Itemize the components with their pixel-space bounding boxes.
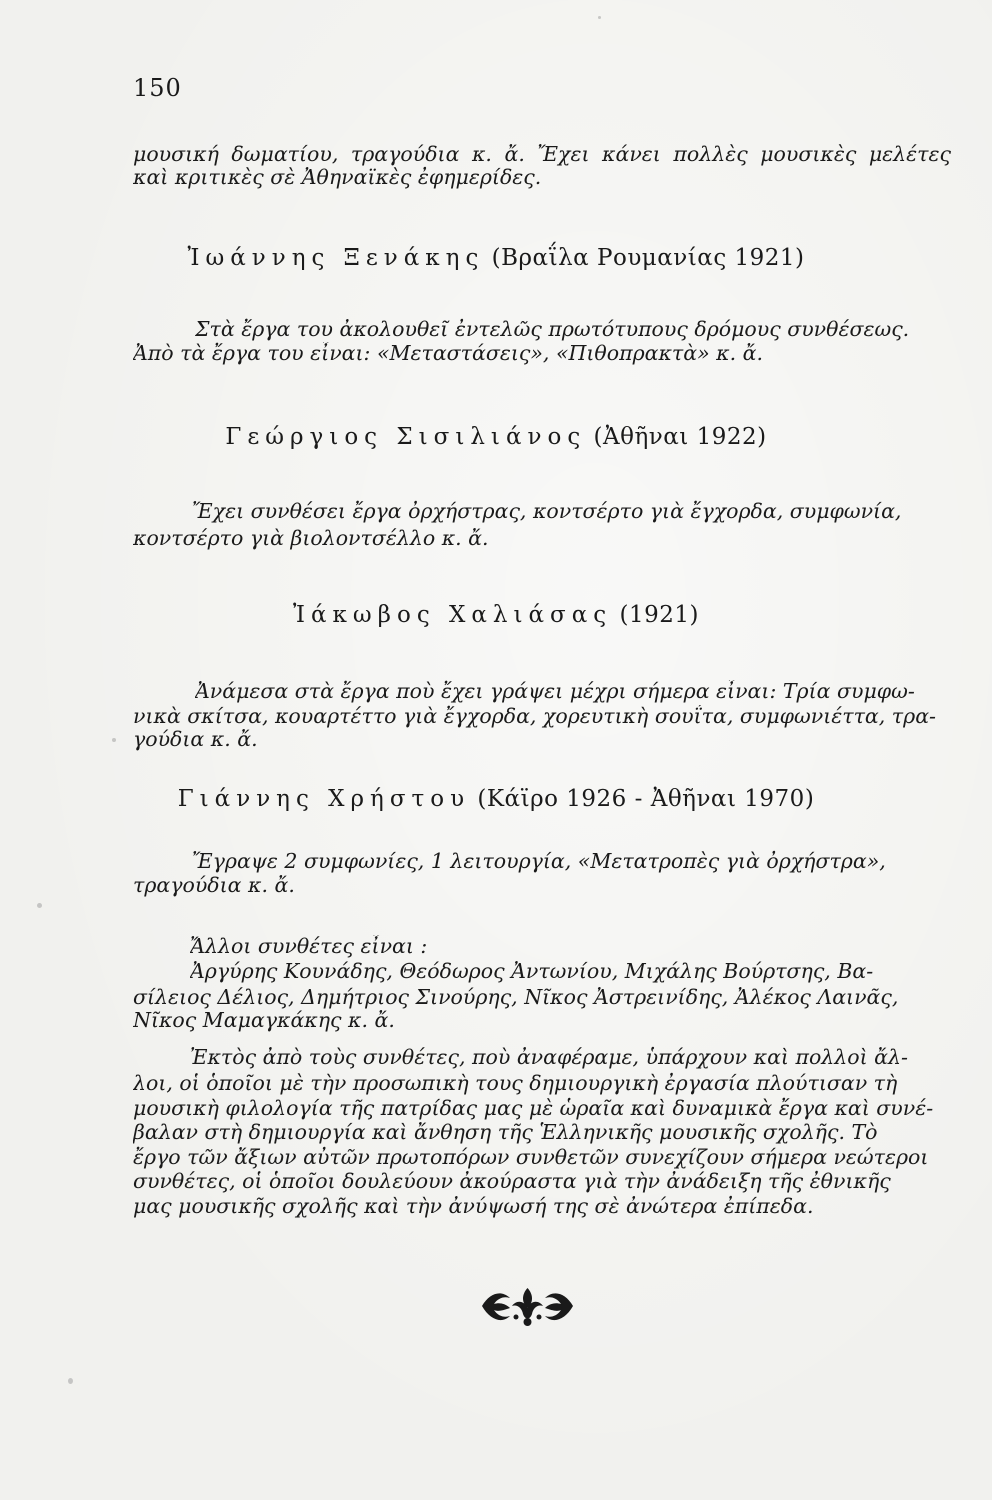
paragraph-line: ἔργο τῶν ἄξιων αὐτῶν πρωτοπόρων συνθετῶν συνεχίζουν σήμερα νεώτεροι xyxy=(133,1144,929,1169)
composer-paragraph-xenakis xyxy=(195,318,951,341)
paragraph-line: συνθέτες, οἱ ὁποῖοι δουλεύουν ἀκούραστα γιὰ τὴν ἀνάδειξη τῆς ἐθνικῆς xyxy=(133,1169,891,1193)
page-number: 150 xyxy=(133,74,182,102)
paragraph-line: Ἀπὸ τὰ ἔργα του εἶναι: «Μεταστάσεις», «Πιθοπρακτὰ» κ. ἄ. xyxy=(133,342,763,365)
paragraph-line: γούδια κ. ἄ. xyxy=(133,728,258,751)
paragraph-line: τραγούδια κ. ἄ. xyxy=(133,874,295,897)
composer-paragraph-chaliasas-cont xyxy=(133,705,951,751)
composer-heading-chaliasas xyxy=(0,602,992,628)
composer-paragraph-xenakis-cont xyxy=(133,342,951,365)
scan-speck xyxy=(598,16,601,19)
others-list-start xyxy=(190,960,951,983)
others-list xyxy=(133,986,951,1032)
composer-paragraph-chaliasas xyxy=(195,680,951,703)
paragraph-line: μουσικὴ φιλολογία τῆς πατρίδας μας μὲ ὡραῖα καὶ δυναμικὰ ἔργα καὶ συνέ- xyxy=(133,1095,934,1120)
composer-origin: (1921) xyxy=(619,602,699,628)
paragraph-line: λοι, οἱ ὁποῖοι μὲ τὴν προσωπικὴ τους δημιουργικὴ ἐργασία πλούτισαν τὴ xyxy=(133,1071,898,1095)
composer-paragraph-sisilianos xyxy=(192,500,951,523)
composer-heading-sisilianos xyxy=(0,424,992,450)
paragraph-line: μας μουσικῆς σχολῆς καὶ τὴν ἀνύψωσή της σὲ ἀνώτερα ἐπίπεδα. xyxy=(133,1193,814,1218)
others-intro xyxy=(190,935,951,958)
scan-speck xyxy=(37,903,42,908)
composer-paragraph-christou xyxy=(192,850,951,873)
composer-origin: (Κάϊρο 1926 - Ἀθῆναι 1970) xyxy=(477,786,815,812)
composer-origin: (Ἀθῆναι 1922) xyxy=(593,424,767,450)
scan-speck xyxy=(68,1378,73,1384)
intro-line-2: καὶ κριτικὲς σὲ Ἀθηναϊκὲς ἐφημερίδες. xyxy=(133,166,542,189)
paragraph-line: Ἄλλοι συνθέτες εἶναι : xyxy=(190,935,428,958)
composer-name: Ἰωάννης Ξενάκης xyxy=(187,245,485,271)
closing-paragraph-start xyxy=(190,1046,951,1069)
composer-paragraph-christou-cont xyxy=(133,874,951,897)
paragraph-line: Ἔγραψε 2 συμφωνίες, 1 λειτουργία, «Μετατροπὲς γιὰ ὀρχήστρα», xyxy=(192,850,886,873)
composer-heading-xenakis xyxy=(0,245,992,271)
composer-origin: (Βραΐλα Ρουμανίας 1921) xyxy=(491,245,805,271)
composer-paragraph-sisilianos-cont xyxy=(133,527,951,550)
paragraph-line: βαλαν στὴ δημιουργία καὶ ἄνθηση τῆς Ἑλληνικῆς μουσικῆς σχολῆς. Τὸ xyxy=(133,1120,878,1144)
scan-speck xyxy=(112,738,116,742)
paragraph-line: Ἔχει συνθέσει ἔργα ὀρχήστρας, κοντσέρτο γιὰ ἔγχορδα, συμφωνία, xyxy=(192,500,902,523)
paragraph-line: Ἀργύρης Κουνάδης, Θεόδωρος Ἀντωνίου, Μιχάλης Βούρτσης, Βα- xyxy=(190,960,874,983)
closing-paragraph xyxy=(133,1071,951,1218)
paragraph-line: σίλειος Δέλιος, Δημήτριος Σινούρης, Νῖκος Ἀστρεινίδης, Ἀλέκος Λαινᾶς, xyxy=(133,986,899,1009)
intro-paragraph xyxy=(133,143,951,189)
paragraph-line: Στὰ ἔργα του ἀκολουθεῖ ἐντελῶς πρωτότυπους δρόμους συνθέσεως. xyxy=(195,318,910,341)
intro-line-1: μουσική δωματίου, τραγούδια κ. ἄ. Ἔχει κάνει πολλὲς μουσικὲς μελέτες xyxy=(133,143,951,166)
paragraph-line: Ἀνάμεσα στὰ ἔργα ποὺ ἔχει γράψει μέχρι σήμερα εἶναι: Τρία συμφω- xyxy=(195,680,915,703)
composer-name: Ἰάκωβος Χαλιάσας xyxy=(293,602,613,628)
composer-name: Γεώργιος Σισιλιάνος xyxy=(225,424,587,450)
paragraph-line: Νῖκος Μαμαγκάκης κ. ἄ. xyxy=(133,1009,395,1032)
paragraph-line: νικὰ σκίτσα, κουαρτέττο γιὰ ἔγχορδα, χορευτικὴ σουΐτα, συμφωνιέττα, τρα- xyxy=(133,705,936,728)
composer-heading-christou xyxy=(0,786,992,812)
paragraph-line: Ἐκτὸς ἀπὸ τοὺς συνθέτες, ποὺ ἀναφέραμε, ὑπάρχουν καὶ πολλοὶ ἄλ- xyxy=(190,1046,908,1069)
composer-name: Γιάννης Χρήστου xyxy=(177,786,471,812)
paragraph-line: κοντσέρτο γιὰ βιολοντσέλλο κ. ἄ. xyxy=(133,527,489,550)
floral-ornament-icon xyxy=(480,1284,575,1328)
